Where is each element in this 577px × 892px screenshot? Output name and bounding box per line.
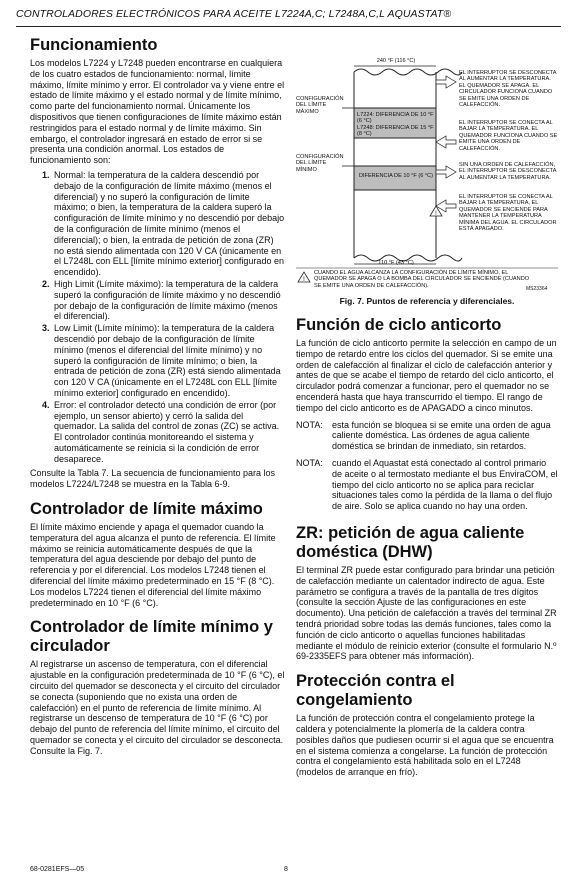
right-column (296, 36, 558, 782)
frost-heading: Protección contra el congelamiento (296, 672, 455, 710)
ciclo-heading: Función de ciclo anticorto (296, 316, 502, 334)
left-column (30, 36, 285, 761)
svg-text:!: ! (435, 211, 437, 217)
min-limit-heading: Controlador de límite mínimo y circulador (30, 618, 273, 656)
figure-caption: Fig. 7. Puntos de referencia y diferenciales. (339, 296, 515, 306)
ciclo-paragraph: La función de ciclo anticorto permite la selección en campo de un tiempo de retardo entre los ciclos del quemador. Si se emite una orden de calefacción al finalizar el ciclo de calefacción anterior y antes de que se acabe el tiempo de retardo del ciclo anticorto, el circulador podrá comenzar a funcionar, pero el quemador no se encenderá hasta que haya transcurrido el tiempo. El rango de tiempo del ciclo anticorto es de APAGADO a cinco minutos. (296, 338, 557, 413)
max-limit-heading: Controlador de límite máximo (30, 500, 263, 519)
top-temperature-label: 240 °F (116 °C) (376, 58, 416, 64)
document-code: 68-0281EFS—05 (30, 866, 85, 873)
funcionamiento-heading: Funcionamiento (30, 36, 158, 54)
state-item-error: 4. Error: el controlador detectó una condición de error (por ejemplo, un sensor abierto) y cerró la salida del quemador. La salida del control de zonas (ZC) se activa. El controlador continúa monitoreando el sistema y automáticamente se reinicia si la condición de error desaparece. (52, 400, 285, 465)
note-switch-connect-min: EL INTERRUPTOR SE CONECTA AL BAJAR LA TEMPERATURA, EL QUEMADOR SE ENCIENDE PARA MANTENER LA TEMPERATURA MÍNIMA DEL AGUA. EL CIRCULADOR ESTÁ APAGADO. (459, 194, 557, 233)
page-number: 8 (284, 866, 288, 873)
state-item-low-limit: 3. Low Limit (Límite mínimo): la temperatura de la caldera descendió por debajo de la configuración de límite mínimo (menos el diferencial del límite mínimo) y no superó la configuración de límite mínimo; o bien, la entrada de petición de zona (ZR) está siendo alimentada con 120 V CA (únicamente en el L7248L con ELL [límite mínimo exterior] configurado en encendido). (52, 323, 285, 399)
state-item-high-limit: 2. High Limit (Límite máximo): la temperatura de la caldera superó la configuración de límite máximo y no descendió por debajo de la configuración de límite máximo (menos el diferencial). (52, 279, 285, 322)
zr-heading: ZR: petición de agua caliente doméstica (DHW) (296, 523, 525, 561)
note-enviracom (296, 458, 558, 512)
min-limit-paragraph: Al registrarse un ascenso de temperatura, con el diferencial ajustable en la configuración predeterminada de 10 °F (6 °C), el circuito del quemador se desconecta y el circuito del circulador se conecta (suponiendo que no exista una orden de calefacción) en el punto de referencia de límite mínimo. Al registrarse un descenso de temperatura de 10 °F (6 °C) por debajo del punto de referencia del límite mínimo, el circuito del quemador se conecta y el circuito del circulador se desconecta. Consulte la Fig. 7. (30, 659, 285, 756)
max-diff-l7248: L7248: DIFERENCIA DE 15 °F (8 °C) (357, 125, 434, 138)
funcionamiento-paragraph: Los modelos L7224 y L7248 pueden encontrarse en cualquiera de los cuatro estados de funcionamiento: normal, límite máximo, límite mínimo y error. El controlador va y viene entre el estado de límite máximo y el estado normal y de límite mínimo, como parte del funcionamiento normal. Únicamente los dispositivos que tienen configuraciones de límite máximo están restringidos para el estado normal y de límite máximo. Sin embargo, el controlador ingresará en estado de error si se presenta una condición anormal. Los estados de funcionamiento son: (30, 58, 285, 166)
states-list (30, 170, 285, 465)
min-diff-label: DIFERENCIA DE 10 °F (6 °C) (358, 173, 434, 179)
note-label: NOTA: (296, 457, 323, 468)
note-switch-disconnect-min: SIN UNA ORDEN DE CALEFACCIÓN, EL INTERRUPTOR SE DESCONECTA AL AUMENTAR LA TEMPERATURA. (459, 162, 557, 181)
state-item-normal: 1. Normal: la temperatura de la caldera descendió por debajo de la configuración de límite máximo (menos el diferencial) y no superó la configuración de límite máximo; o bien, la temperatura de la caldera superó la configuración de límite mínimo y no descendió por debajo de la configuración de límite mínimo (menos el diferencial); o bien, la entrada de petición de zona (ZR) no está siendo alimentada con 120 V CA (únicamente en el L7248L con ELL [límite mínimo exterior] configurado en encendido). (52, 170, 285, 278)
max-config-label: CONFIGURACIÓN DEL LÍMITE MÁXIMO (296, 96, 344, 115)
warning-text: CUANDO EL AGUA ALCANZA LA CONFIGURACIÓN DE LÍMITE MÍNIMO, EL QUEMADOR SE APAGA O LA BOMBA DEL CIRCULADOR SE ENCIENDE (CUANDO SE EMITE UNA ORDEN DE CALEFACCIÓN). (314, 270, 530, 289)
note-switch-connect-max: EL INTERRUPTOR SE CONECTA AL BAJAR LA TEMPERATURA. EL QUEMADOR FUNCIONA CUANDO SE EMITE UNA ORDEN DE CALEFACCIÓN. (459, 120, 558, 152)
bottom-temperature-label: 110 °F (43 °C) (378, 260, 414, 266)
min-config-label: CONFIGURACIÓN DEL LÍMITE MÍNIMO (296, 154, 344, 173)
max-diff-l7224: L7224: DIFERENCIA DE 10 °F (6 °C) (357, 112, 434, 125)
note-switch-disconnect-max: EL INTERRUPTOR SE DESCONECTA AL AUMENTAR LA TEMPERATURA. EL QUEMADOR SE APAGA. EL CIRCULADOR FUNCIONA CUANDO SE EMITE UNA ORDEN DE CALEFACCIÓN. (459, 70, 557, 109)
header-rule (16, 26, 561, 27)
running-header: CONTROLADORES ELECTRÓNICOS PARA ACEITE L7224A,C; L7248A,C,L AQUASTAT® (16, 8, 452, 20)
note-dhw (296, 420, 558, 452)
zr-paragraph: El terminal ZR puede estar configurado para brindar una petición de calefacción mediante un calentador indirecto de agua. Este parámetro se configura a través de la pantalla de tres dígitos (consulte la sección Ajuste de las configuraciones en este documento). Una petición de calefacción a través del terminal ZR tendrá prioridad sobre todas las demás funciones, tales como la función de ciclo anticorto o aquellas funciones habilitadas mediante el módulo de reinicio exterior (consulte el formulario N.º 69-2335EFS para obtener más información). (296, 564, 557, 662)
frost-paragraph: La función de protección contra el congelamiento protege la caldera y potencialmente la plomería de la caldera contra posibles daños que pudiesen ocurrir si el agua que se encuentra en el sistema comienza a congelarse. La función de protección contra el congelamiento está habilitada solo en el L7248 (modelos de arranque en frío). (296, 713, 554, 778)
note-text: esta función se bloquea si se emite una orden de agua caliente doméstica. Las órdenes de agua caliente doméstica se brindan de inmediato, sin retardos. (332, 419, 551, 452)
note-text: cuando el Aquastat está conectado al control primario de aceite o al termostato mediante el bus EnviraCOM, el tiempo del ciclo anticorto no se aplica para recicIar situaciones tales como la pérdida de la llama o del flujo de aire. Solo se aplica cuando no hay una orden. (332, 457, 558, 512)
funcionamiento-paragraph-2: Consulte la Tabla 7. La secuencia de funcionamiento para los modelos L7224/L7248 se muestra en la Tabla 6-9. (30, 468, 275, 490)
svg-text:!: ! (303, 277, 305, 283)
figure-code: MS23364 (526, 286, 548, 292)
max-limit-paragraph: El límite máximo enciende y apaga el quemador cuando la temperatura del agua alcanza el punto de referencia. El límite máximo se reinicia automáticamente después de que la temperatura del agua desciende por debajo del punto de referencia y por el diferencial. Los modelos L7248 tienen el diferencial del límite máximo predeterminado en 15 °F (8 °C). Los modelos L7224 tienen el diferencial del límite máximo predeterminado en 10 °F (6 °C). (30, 522, 276, 608)
note-label: NOTA: (296, 419, 323, 430)
setpoint-diagram (296, 36, 558, 292)
